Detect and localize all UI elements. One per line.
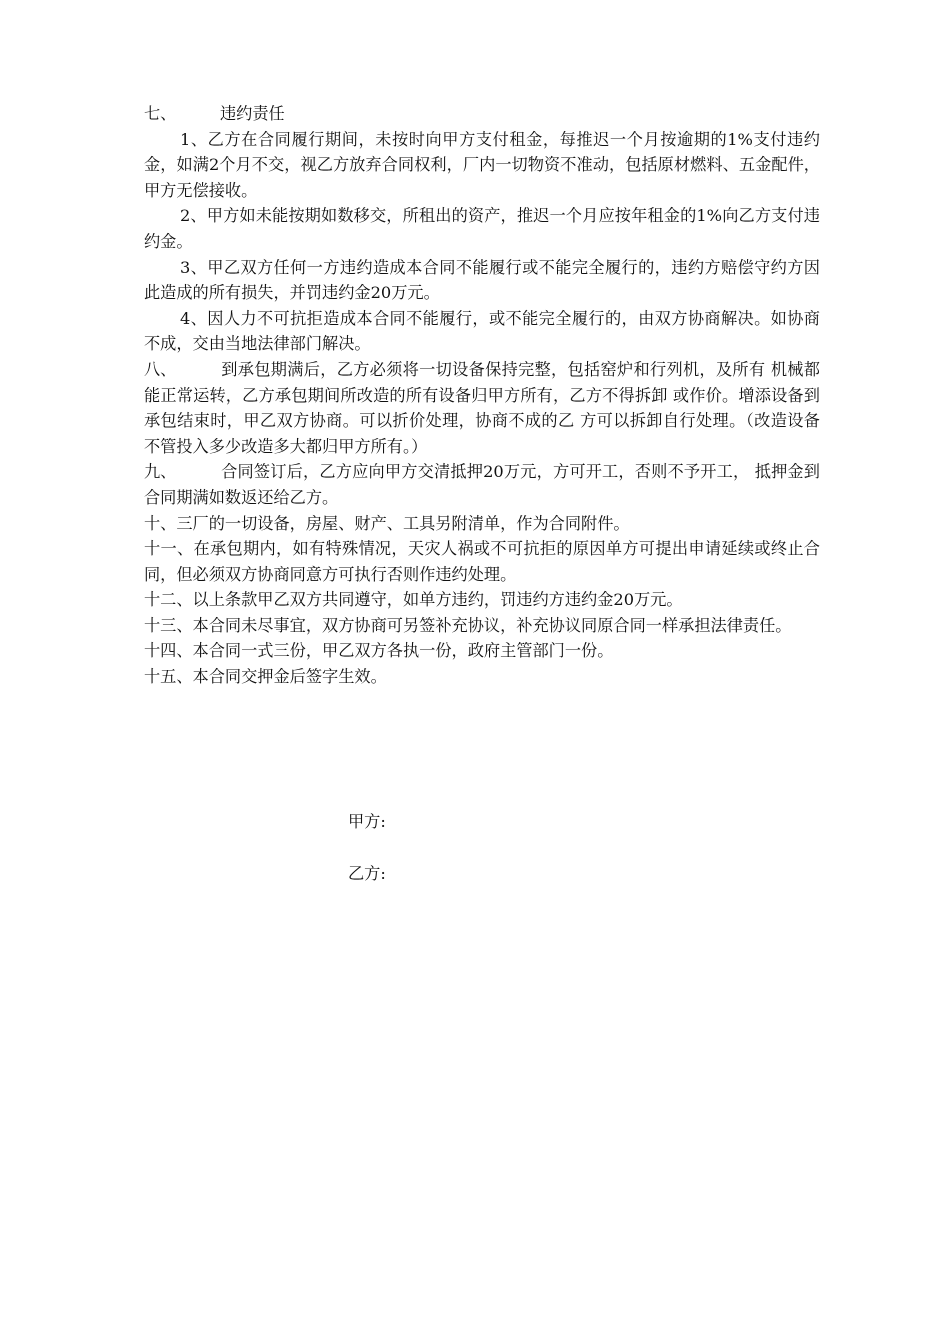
section-7-item-2: 2、甲方如未能按期如数移交，所租出的资产，推迟一个月应按年租金的1%向乙方支付违约金。	[144, 206, 820, 251]
section-11: 十一、在承包期内，如有特殊情况，天灾人祸或不可抗拒的原因单方可提出申请延续或终止合同，但必须双方协商同意方可执行否则作违约处理。	[144, 539, 820, 584]
section-8-number: 八、	[144, 359, 177, 379]
party-a-signature: 甲方:	[348, 812, 386, 831]
section-9	[144, 459, 820, 510]
section-7-heading	[144, 101, 820, 127]
section-9-number: 九、	[144, 462, 177, 482]
section-7-title: 违约责任	[220, 104, 285, 123]
signature-block	[348, 809, 386, 912]
contract-body	[144, 101, 820, 690]
section-14: 十四、本合同一式三份，甲乙双方各执一份，政府主管部门一份。	[144, 641, 614, 661]
section-10: 十、三厂的一切设备，房屋、财产、工具另附清单，作为合同附件。	[144, 513, 630, 533]
section-12: 十二、以上条款甲乙双方共同遵守，如单方违约，罚违约方违约金20万元。	[144, 590, 683, 610]
section-7-item-1: 1、乙方在合同履行期间，未按时向甲方支付租金，每推迟一个月按逾期的1%支付违约金，如满2个月不交，视乙方放弃合同权利，厂内一切物资不准动，包括原材燃料、五金配件，甲方无偿接收。	[144, 129, 820, 200]
section-13: 十三、本合同未尽事宜，双方协商可另签补充协议，补充协议同原合同一样承担法律责任。	[144, 615, 792, 635]
party-b-signature: 乙方:	[348, 863, 386, 883]
section-7-number: 七、	[144, 104, 177, 123]
section-8-text: 到承包期满后，乙方必须将一切设备保持完整，包括窑炉和行列机，及所有 机械都能正常运转，乙方承包期间所改造的所有设备归甲方所有，乙方不得拆卸 或作价。增添设备到承包结束时，甲乙双方协商。可以折价处理，协商不成的乙 方可以拆卸自行处理。（改造设备不管投入多少改造多大都归甲方所有。）	[144, 359, 820, 456]
section-7-item-3: 3、甲乙双方任何一方违约造成本合同不能履行或不能完全履行的，违约方赔偿守约方因此造成的所有损失，并罚违约金20万元。	[144, 257, 820, 303]
section-8	[144, 357, 820, 459]
section-7-item-4: 4、因人力不可抗拒造成本合同不能履行，或不能完全履行的，由双方协商解决。如协商不成，交由当地法律部门解决。	[144, 308, 820, 354]
section-9-text: 合同签订后，乙方应向甲方交清抵押20万元，方可开工，否则不予开工， 抵押金到合同期满如数返还给乙方。	[144, 462, 820, 507]
section-15: 十五、本合同交押金后签字生效。	[144, 667, 387, 687]
